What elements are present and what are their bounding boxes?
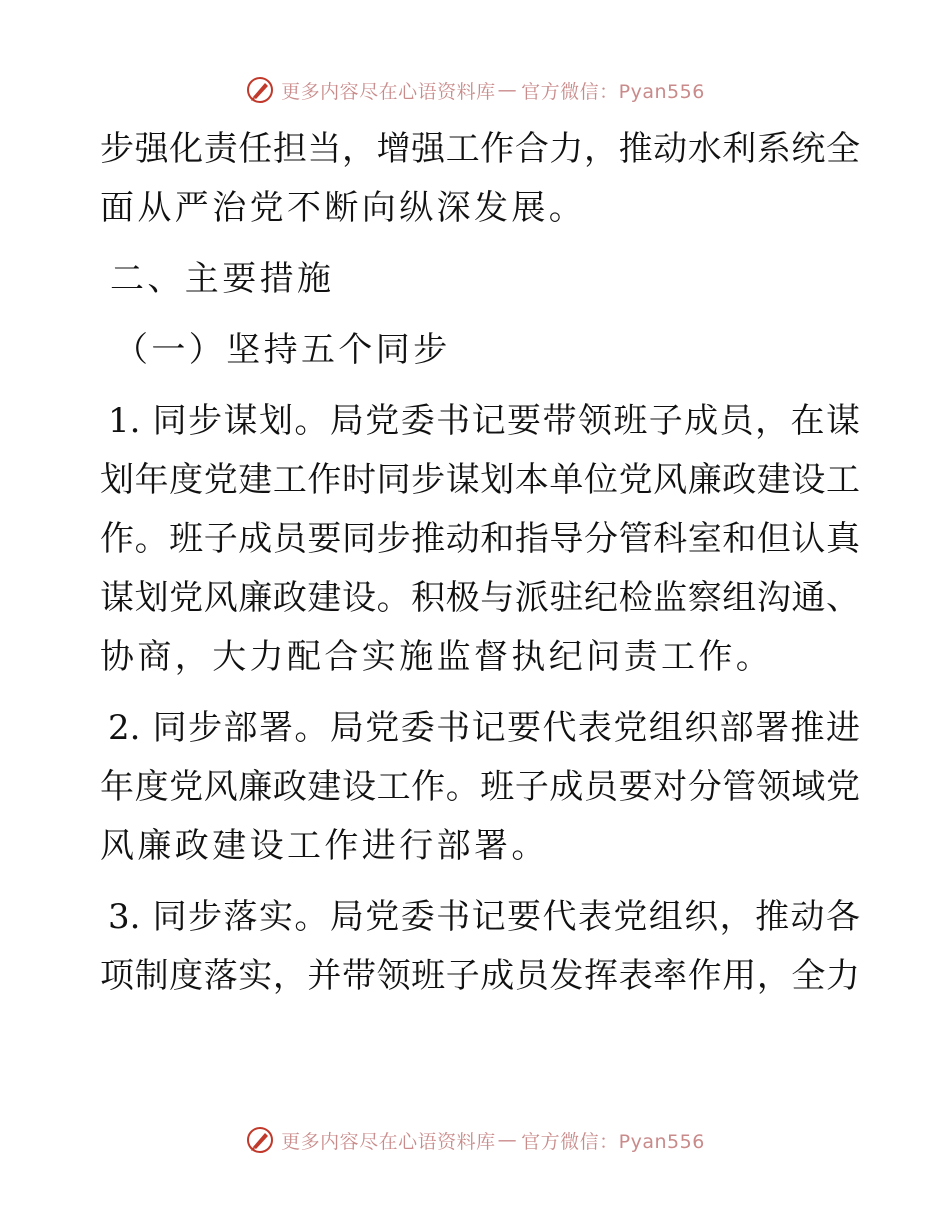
text-line: 年度党风廉政建设工作。班子成员要对分管领域党 <box>100 767 860 807</box>
watermark-header <box>0 72 950 108</box>
section-heading: 二、主要措施 <box>110 259 335 299</box>
text-line: 2. 同步部署。局党委书记要代表党组织部署推进 <box>108 708 860 748</box>
watermark-contact: 官方微信：Pyan556 <box>521 80 705 103</box>
subsection-heading: （一）坚持五个同步 <box>114 330 451 370</box>
watermark-contact: 官方微信：Pyan556 <box>521 1130 705 1153</box>
text-line: 项制度落实，并带领班子成员发挥表率作用，全力 <box>100 956 860 996</box>
watermark-text: 更多内容尽在心语资料库 <box>281 80 496 103</box>
list-item-3 <box>100 888 860 1006</box>
watermark-separator: — <box>497 79 518 101</box>
text-line: 作。班子成员要同步推动和指导分管科室和但认真 <box>100 519 860 559</box>
list-item-1 <box>100 392 860 687</box>
quill-logo-icon <box>245 1125 275 1155</box>
watermark-separator: — <box>497 1129 518 1151</box>
list-item-2 <box>100 699 860 876</box>
document-body <box>100 120 860 1006</box>
text-line: 面从严治党不断向纵深发展。 <box>100 188 587 228</box>
watermark-footer <box>0 1122 950 1158</box>
text-line: 1. 同步谋划。局党委书记要带领班子成员，在谋 <box>108 401 860 441</box>
text-line: 谋划党风廉政建设。积极与派驻纪检监察组沟通、 <box>100 578 860 618</box>
text-line: 协商，大力配合实施监督执纪问责工作。 <box>100 637 774 677</box>
text-line: 步强化责任担当，增强工作合力，推动水利系统全 <box>100 129 860 169</box>
paragraph-intro <box>100 120 860 238</box>
quill-logo-icon <box>245 75 275 105</box>
watermark-text: 更多内容尽在心语资料库 <box>281 1130 496 1153</box>
text-line: 划年度党建工作时同步谋划本单位党风廉政建设工 <box>100 460 860 500</box>
text-line: 3. 同步落实。局党委书记要代表党组织，推动各 <box>108 897 860 937</box>
text-line: 风廉政建设工作进行部署。 <box>100 826 549 866</box>
